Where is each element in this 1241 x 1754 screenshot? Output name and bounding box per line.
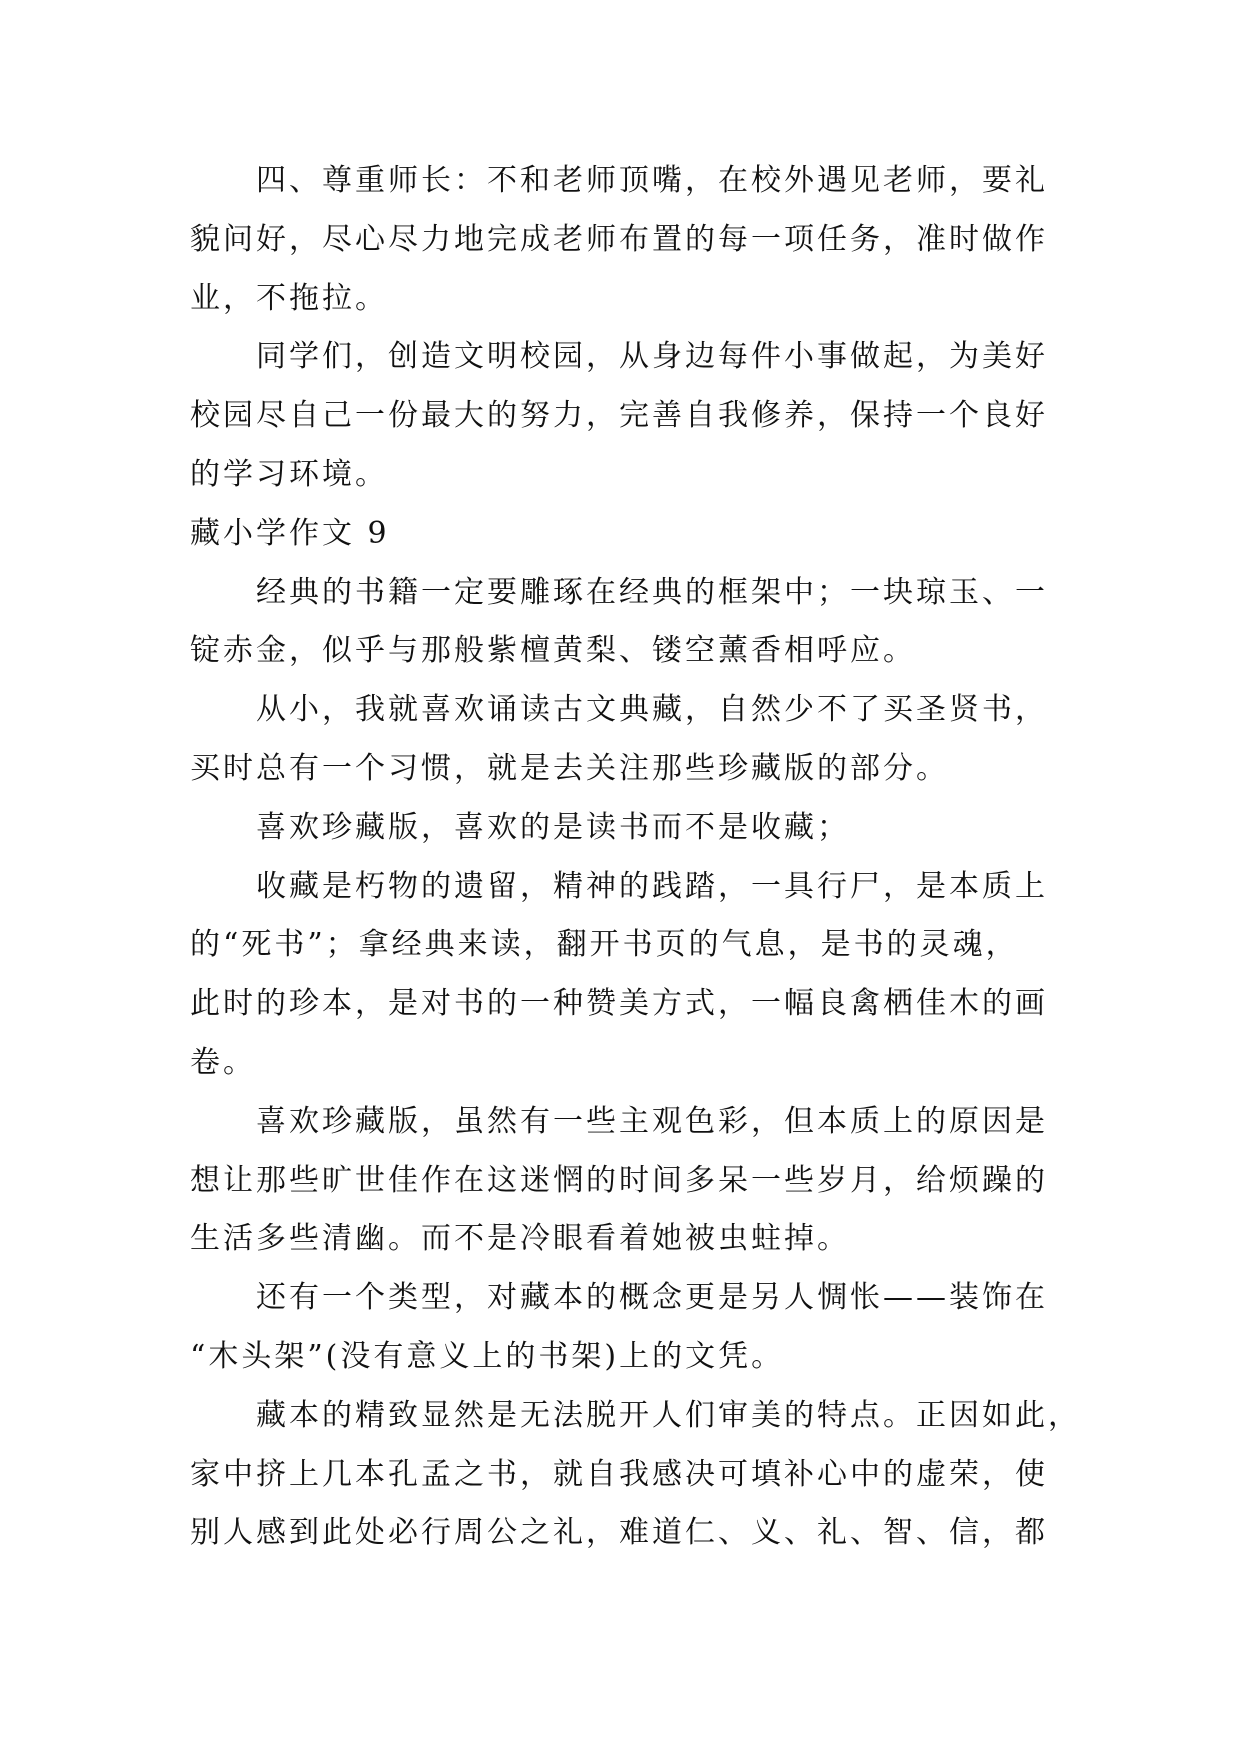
text-line: 锭赤金，似乎与那般紫檀黄梨、镂空薰香相呼应。 [190,633,916,669]
text-line: 貌问好，尽心尽力地完成老师布置的每一项任务，准时做作 [190,221,1048,257]
text-line: 藏本的精致显然是无法脱开人们审美的特点。正因如此， [256,1397,1081,1433]
text-line: 家中挤上几本孔孟之书，就自我感决可填补心中的虚荣，使 [190,1456,1048,1492]
text-line: 从小，我就喜欢诵读古文典藏，自然少不了买圣贤书， [256,692,1048,728]
document-page [190,152,1081,1563]
text-line: 喜欢珍藏版，虽然有一些主观色彩，但本质上的原因是 [256,1103,1048,1139]
text-line: 此时的珍本，是对书的一种赞美方式，一幅良禽栖佳木的画 [190,986,1048,1022]
text-line: 同学们，创造文明校园，从身边每件小事做起，为美好 [256,339,1048,375]
text-line: 收藏是朽物的遗留，精神的践踏，一具行尸，是本质上 [256,868,1048,904]
text-line: 卷。 [190,1044,256,1080]
text-line: 生活多些清幽。而不是冷眼看着她被虫蛀掉。 [190,1221,850,1257]
text-line: 别人感到此处必行周公之礼，难道仁、义、礼、智、信，都 [190,1515,1048,1551]
text-line: 的“死书”；拿经典来读，翻开书页的气息，是书的灵魂， [190,927,1019,963]
text-line: 还有一个类型，对藏本的概念更是另人惆怅——装饰在 [256,1280,1048,1316]
text-line: 业，不拖拉。 [190,280,388,316]
text-line: 买时总有一个习惯，就是去关注那些珍藏版的部分。 [190,750,949,786]
text-line: 四、尊重师长：不和老师顶嘴，在校外遇见老师，要礼 [256,163,1048,198]
text-line: “木头架”(没有意义上的书架)上的文凭。 [190,1338,785,1374]
text-line: 的学习环境。 [190,456,388,492]
text-line: 想让那些旷世佳作在这迷惘的时间多呆一些岁月，给烦躁的 [190,1162,1048,1198]
section-heading: 藏小学作文 9 [190,515,390,551]
text-line: 校园尽自己一份最大的努力，完善自我修养，保持一个良好 [190,398,1048,434]
text-line: 经典的书籍一定要雕琢在经典的框架中；一块琼玉、一 [256,574,1048,610]
text-line: 喜欢珍藏版，喜欢的是读书而不是收藏； [256,809,850,845]
